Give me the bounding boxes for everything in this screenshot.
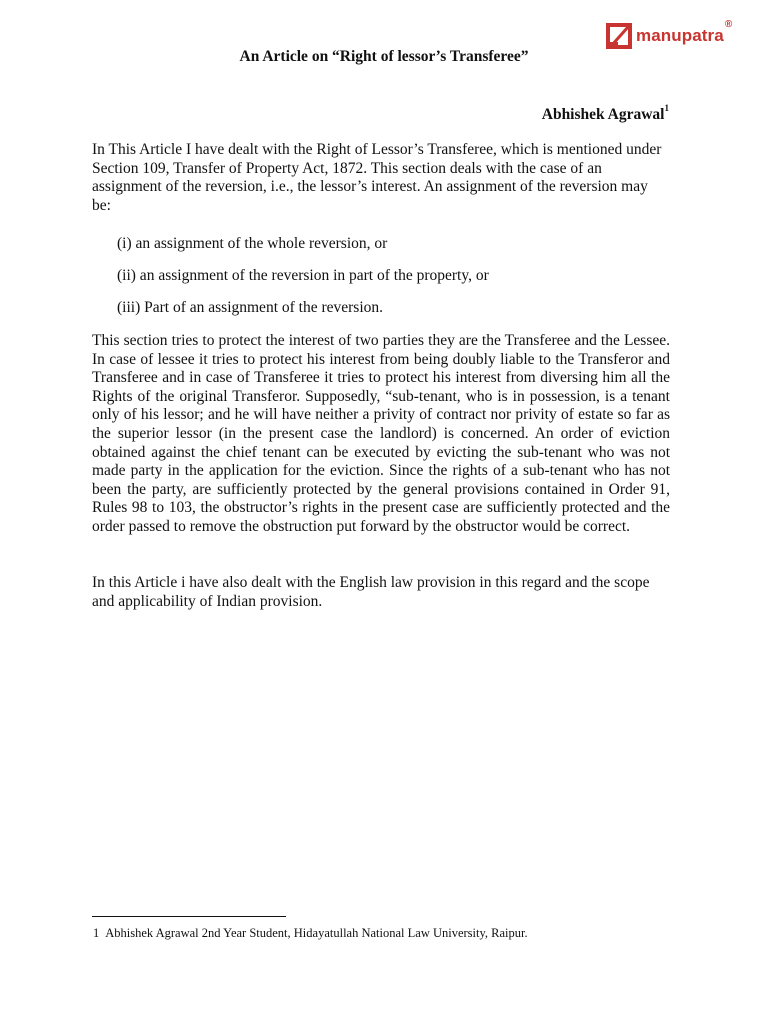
author-name: Abhishek Agrawal	[541, 106, 665, 124]
footnote-number: 1	[93, 926, 100, 940]
list-item: (i) an assignment of the whole reversion, or	[117, 235, 388, 252]
author-footnote-marker: 1	[664, 103, 669, 113]
footnote-divider	[92, 916, 286, 917]
list-item: (iii) Part of an assignment of the reversion.	[117, 299, 384, 316]
logo-text: manupatra	[636, 26, 724, 45]
manupatra-logo-icon	[606, 23, 632, 49]
author-line	[542, 105, 669, 124]
registered-mark: ®	[724, 18, 733, 30]
footnote	[93, 926, 528, 941]
closing-paragraph: In this Article i have also dealt with the English law provision in this regard and the scope and applicability of Indian provision.	[92, 574, 650, 610]
list-item: (ii) an assignment of the reversion in part of the property, or	[117, 267, 489, 284]
body-paragraph: This section tries to protect the interest of two parties they are the Transferee and the Lessee. In case of lessee it tries to protect his interest from being doubly liable to the Transferor and Transferee and in case of Transferee it tries to protect his interest from diversing him all the Rights of the original Transferor. Supposedly, “sub-tenant, who is in possession, is a tenant only of his lessor; and he will have neither a privity of contract nor privity of estate so far as the superior lessor (in the present case the landlord) is concerned. An order of eviction obtained against the chief tenant can be executed by evicting the sub-tenant who was not made party in the application for the eviction. Since the rights of a sub-tenant who has not been the party, are sufficiently protected by the general provisions contained in Order 91, Rules 98 to 103, the obstructor’s rights in the present case are sufficiently protected and the order passed to remove the obstruction put forward by the obstructor would be correct.	[92, 332, 670, 535]
article-title: An Article on “Right of lessor’s Transferee”	[239, 48, 529, 65]
footnote-text: Abhishek Agrawal 2nd Year Student, Hidayatullah National Law University, Raipur.	[105, 926, 528, 940]
intro-paragraph: In This Article I have dealt with the Right of Lessor’s Transferee, which is mentioned under Section 109, Transfer of Property Act, 1872. This section deals with the case of an assignment of the reversion, i.e., the lessor’s interest. An assignment of the reversion may be:	[92, 141, 662, 214]
